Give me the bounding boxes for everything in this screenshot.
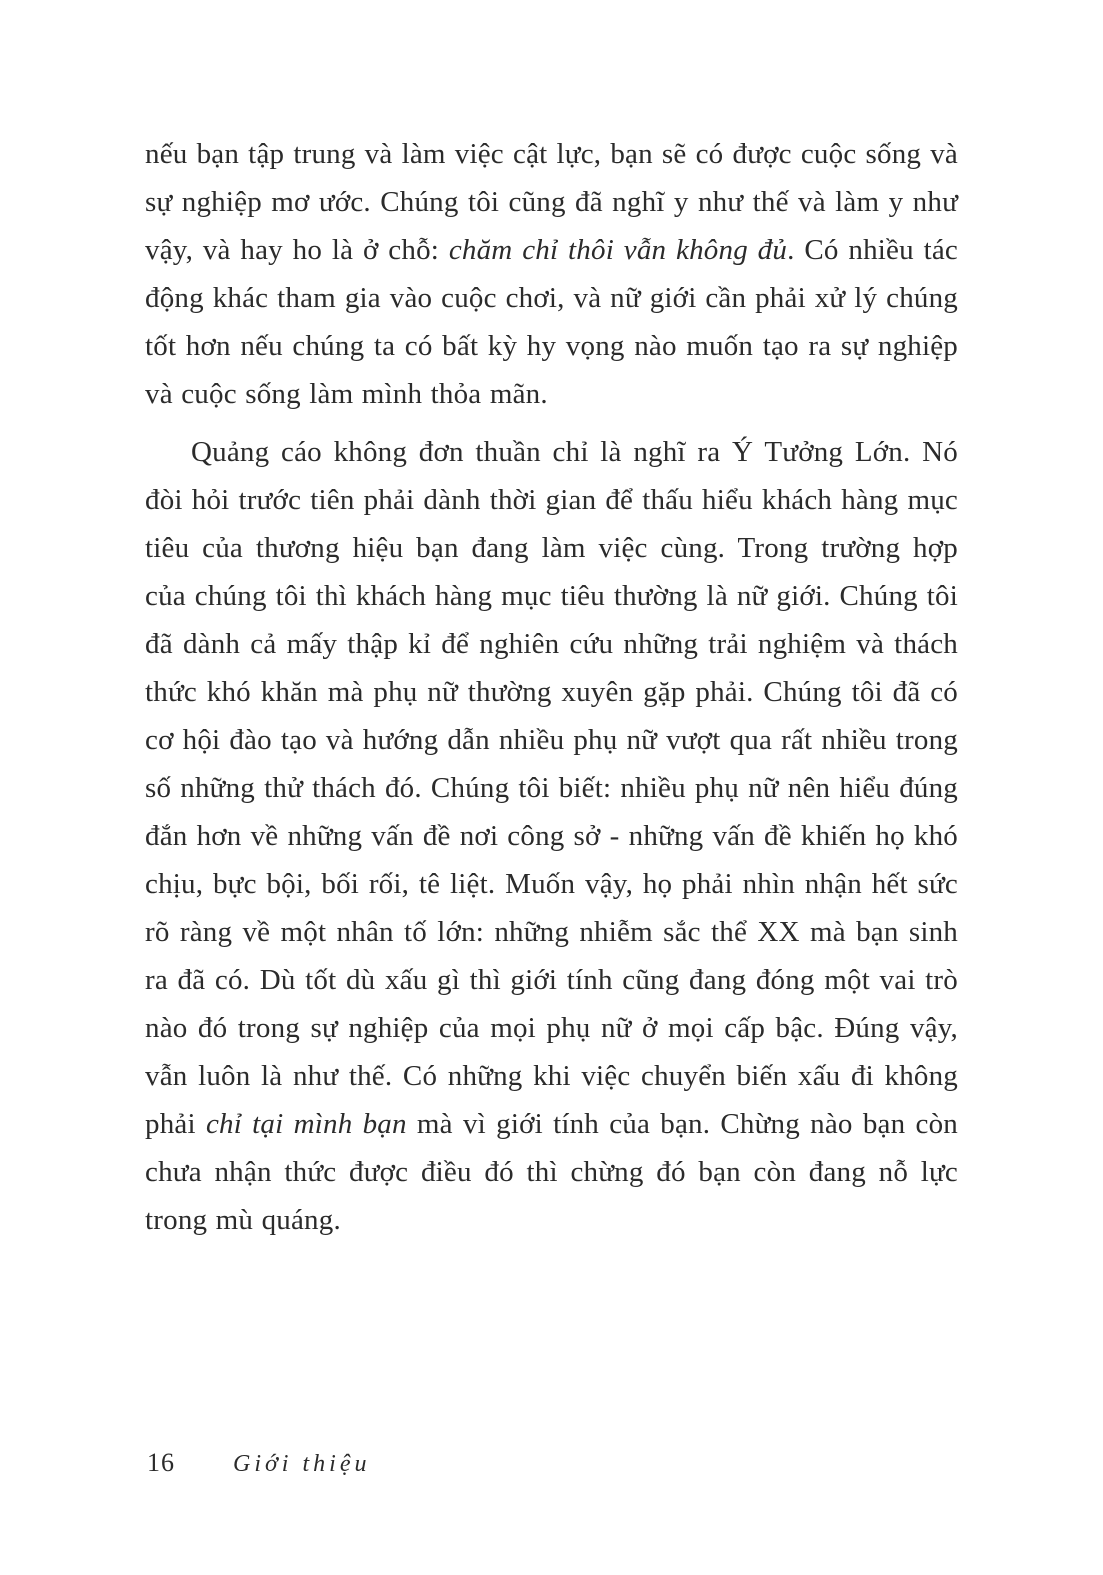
text-run: Quảng cáo không đơn thuần chỉ là nghĩ ra Ý Tưởng Lớn. Nó đòi hỏi trước tiên phải dành thời gian để thấu hiểu khách hàng mục tiêu của thương hiệu bạn đang làm việc cùng. Trong trường hợp của chúng tôi thì khách hàng mục tiêu thường là nữ giới. Chúng tôi đã dành cả mấy thập kỉ để nghiên cứu những trải nghiệm và thách thức khó khăn mà phụ nữ thường xuyên gặp phải. Chúng tôi đã có cơ hội đào tạo và hướng dẫn nhiều phụ nữ vượt qua rất nhiều trong số những thử thách đó. Chúng tôi biết: nhiều phụ nữ nên hiểu đúng đắn hơn về những vấn đề nơi công sở - những vấn đề khiến họ khó chịu, bực bội, bối rối, tê liệt. Muốn vậy, họ phải nhìn nhận hết sức rõ ràng về một nhân tố lớn: những nhiễm sắc thể XX mà bạn sinh ra đã có. Dù tốt dù xấu gì thì giới tính cũng đang đóng một vai trò nào đó trong sự nghiệp của mọi phụ nữ ở mọi cấp bậc. Đúng vậy, vẫn luôn là như thế. Có những khi việc chuyển biến xấu đi không phải xyxy=(145,436,958,1140)
text-run: nếu bạn tập trung và làm việc cật lực, bạn sẽ có được cuộc sống và sự nghiệp mơ ước. Chúng tôi cũng đã nghĩ y như thế và làm y như vậy, và hay ho là ở chỗ: xyxy=(145,138,958,266)
paragraph-2 xyxy=(145,428,958,1244)
page-body-text xyxy=(145,130,958,1244)
page-footer xyxy=(147,1448,370,1479)
text-run: . Có nhiều tác động khác tham gia vào cuộc chơi, và nữ giới cần phải xử lý chúng tốt hơn nếu chúng ta có bất kỳ hy vọng nào muốn tạo ra sự nghiệp và cuộc sống làm mình thỏa mãn. xyxy=(145,234,958,410)
page-number: 16 xyxy=(147,1448,175,1477)
text-run-italic: chăm chỉ thôi vẫn không đủ xyxy=(448,234,788,266)
text-run-italic: chỉ tại mình bạn xyxy=(205,1108,407,1140)
paragraph-1 xyxy=(145,130,958,418)
section-title: Giới thiệu xyxy=(233,1451,371,1477)
text-run: mà vì giới tính của bạn. Chừng nào bạn còn chưa nhận thức được điều đó thì chừng đó bạn còn đang nỗ lực trong mù quáng. xyxy=(145,1108,958,1236)
